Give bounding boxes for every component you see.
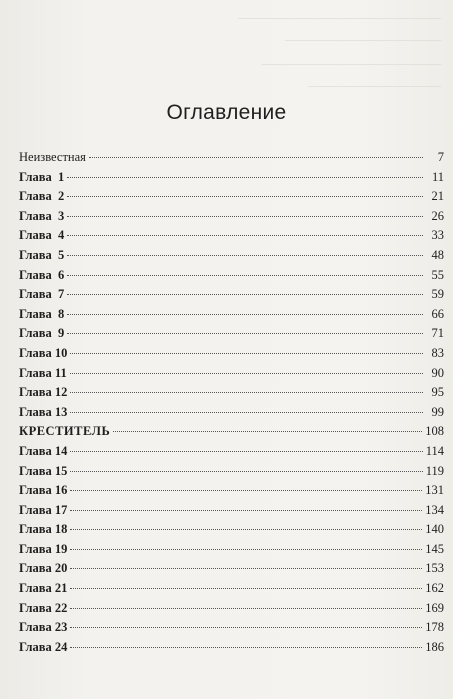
toc-entry	[19, 638, 444, 658]
toc-entry-label: Глава 24	[19, 639, 68, 654]
toc-page-number: 33	[431, 228, 444, 243]
dot-leader	[67, 275, 423, 276]
toc-entry	[19, 324, 444, 344]
toc-entry-label: Глава 2	[19, 189, 65, 204]
dot-leader	[67, 294, 423, 295]
toc-page-number: 131	[425, 483, 444, 498]
dot-leader	[70, 392, 423, 393]
toc-entry-label: Глава 9	[19, 326, 65, 341]
toc-entry	[19, 148, 444, 168]
dot-leader	[70, 588, 422, 589]
toc-page-number: 145	[425, 541, 444, 556]
toc-page-number: 26	[431, 208, 444, 223]
toc-entry-label: Глава 19	[19, 541, 68, 556]
bleed-through-texture: ───────────────────────	[261, 59, 441, 71]
toc-page-number: 99	[431, 404, 444, 419]
toc-entry	[19, 266, 444, 286]
toc-page-number: 134	[425, 502, 444, 517]
dot-leader	[67, 177, 423, 178]
toc-entry	[19, 481, 444, 501]
toc-page-number: 178	[425, 620, 444, 635]
toc-entry	[19, 246, 444, 266]
toc-entry	[19, 540, 444, 560]
toc-entry	[19, 618, 444, 638]
toc-page-number: 66	[431, 306, 444, 321]
toc-entry	[19, 501, 444, 521]
toc-entry-label: Глава 12	[19, 385, 68, 400]
dot-leader	[67, 235, 423, 236]
toc-entry	[19, 285, 444, 305]
dot-leader	[67, 255, 423, 256]
page-title: Оглавление	[166, 101, 287, 124]
toc-page-number: 114	[425, 443, 444, 458]
toc-page-number: 7	[437, 150, 444, 164]
toc-entry-label: Неизвестная	[19, 150, 86, 164]
toc-entry-label: Глава 14	[19, 443, 68, 458]
dot-leader	[67, 314, 423, 315]
toc-entry	[19, 168, 444, 188]
dot-leader	[113, 431, 422, 432]
dot-leader	[70, 529, 422, 530]
toc-page-number: 55	[431, 267, 444, 282]
toc-page-number: 71	[431, 326, 444, 341]
toc-entry	[19, 226, 444, 246]
toc-entry-label: Глава 18	[19, 522, 68, 537]
toc-entry	[19, 462, 444, 482]
toc-page-number: 90	[431, 365, 444, 380]
dot-leader	[67, 216, 423, 217]
dot-leader	[70, 490, 422, 491]
toc-entry	[19, 442, 444, 462]
toc-entry-label: Глава 8	[19, 306, 65, 321]
dot-leader	[70, 373, 423, 374]
dot-leader	[67, 333, 423, 334]
toc-page-number: 83	[431, 345, 444, 360]
toc-page-number: 59	[431, 287, 444, 302]
toc-entry-label: Глава 15	[19, 463, 68, 478]
dot-leader	[70, 451, 422, 452]
toc-entry-label: Глава 7	[19, 287, 65, 302]
dot-leader	[70, 510, 422, 511]
dot-leader	[70, 608, 422, 609]
toc-entry-label: Глава 16	[19, 483, 68, 498]
toc-page-number: 21	[431, 189, 444, 204]
toc-entry	[19, 422, 444, 442]
toc-entry-label: Глава 22	[19, 600, 68, 615]
toc-entry	[19, 383, 444, 403]
toc-entry-label: Глава 6	[19, 267, 65, 282]
toc-part-title: КРЕСТИТЕЛЬ	[19, 424, 111, 439]
toc-page-number: 48	[431, 247, 444, 262]
toc-page-number: 108	[425, 424, 444, 439]
toc-entry-label: Глава 13	[19, 404, 68, 419]
toc-entry-label: Глава 1	[19, 169, 65, 184]
toc-page-number: 119	[425, 463, 444, 478]
toc-entry	[19, 520, 444, 540]
toc-entry	[19, 187, 444, 207]
toc-entry	[19, 403, 444, 423]
toc-page-number: 11	[431, 169, 444, 184]
toc-entry-label: Глава 21	[19, 581, 68, 596]
toc-page-number: 153	[425, 561, 444, 576]
table-of-contents	[19, 148, 444, 657]
dot-leader	[67, 196, 423, 197]
toc-entry	[19, 207, 444, 227]
toc-entry-label: Глава 5	[19, 247, 65, 262]
toc-page-number: 95	[431, 385, 444, 400]
bleed-through-texture: ─────────────────	[308, 81, 441, 93]
dot-leader	[70, 647, 422, 648]
dot-leader	[70, 412, 423, 413]
toc-entry-label: Глава 17	[19, 502, 68, 517]
dot-leader	[70, 471, 422, 472]
toc-entry	[19, 364, 444, 384]
toc-entry	[19, 579, 444, 599]
dot-leader	[70, 568, 422, 569]
dot-leader	[70, 353, 423, 354]
bleed-through-texture: ──────────────────────────	[238, 13, 441, 25]
toc-entry-label: Глава 23	[19, 620, 68, 635]
toc-entry	[19, 599, 444, 619]
toc-entry-label: Глава 11	[19, 365, 67, 380]
toc-entry	[19, 344, 444, 364]
toc-entry-label: Глава 20	[19, 561, 68, 576]
toc-page-number: 140	[425, 522, 444, 537]
toc-page-number: 162	[425, 581, 444, 596]
dot-leader	[89, 157, 423, 158]
dot-leader	[70, 627, 422, 628]
bleed-through-texture: ────────────────────	[285, 35, 441, 47]
toc-entry	[19, 305, 444, 325]
toc-entry-label: Глава 3	[19, 208, 65, 223]
toc-entry-label: Глава 10	[19, 345, 68, 360]
toc-entry-label: Глава 4	[19, 228, 65, 243]
toc-page-number: 186	[425, 639, 444, 654]
dot-leader	[70, 549, 422, 550]
toc-entry	[19, 559, 444, 579]
toc-page-number: 169	[425, 600, 444, 615]
